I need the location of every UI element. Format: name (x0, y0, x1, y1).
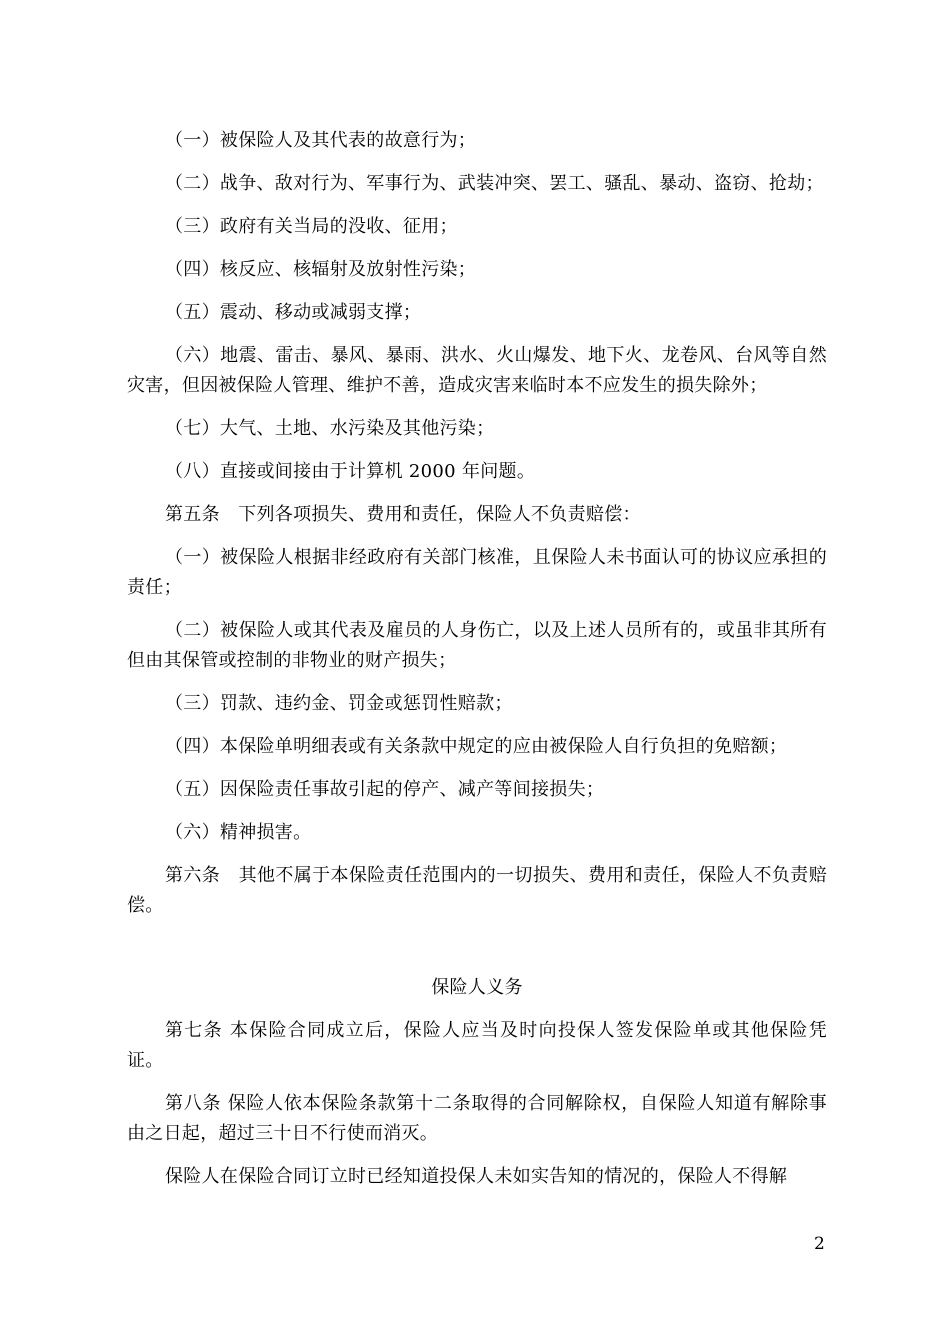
article-8-continuation: 保险人在保险合同订立时已经知道投保人未如实告知的情况的，保险人不得解 (165, 1166, 788, 1187)
exclusion-item-1: （一）被保险人及其代表的故意行为； (165, 130, 477, 151)
exclusion-item-5: （五）震动、移动或减弱支撑； (165, 302, 422, 323)
article-6: 第六条 其他不属于本保险责任范围内的一切损失、费用和责任，保险人不负责赔偿。 (127, 865, 827, 916)
article-5-item-6: （六）精神损害。 (165, 822, 312, 843)
exclusion-item-8: （八）直接或间接由于计算机 2000 年问题。 (165, 461, 536, 482)
exclusion-item-4: （四）核反应、核辐射及放射性污染； (165, 259, 477, 280)
exclusion-item-2: （二）战争、敌对行为、军事行为、武装冲突、罢工、骚乱、暴动、盗窃、抢劫； (165, 173, 824, 194)
article-5-item-4: （四）本保险单明细表或有关条款中规定的应由被保险人自行负担的免赔额； (165, 736, 788, 757)
document-body (127, 126, 827, 1205)
exclusion-item-7: （七）大气、土地、水污染及其他污染； (165, 418, 495, 439)
exclusion-item-6: （六）地震、雷击、暴风、暴雨、洪水、火山爆发、地下火、龙卷风、台风等自然灾害，但因被保险人管理、维护不善，造成灾害来临时本不应发生的损失除外； (127, 345, 827, 396)
article-5-item-5: （五）因保险责任事故引起的停产、减产等间接损失； (165, 779, 605, 800)
article-5-item-1: （一）被保险人根据非经政府有关部门核准，且保险人未书面认可的协议应承担的责任； (127, 547, 827, 598)
article-7: 第七条 本保险合同成立后，保险人应当及时向投保人签发保险单或其他保险凭证。 (127, 1020, 827, 1071)
article-5-item-3: （三）罚款、违约金、罚金或惩罚性赔款； (165, 693, 513, 714)
page-number: 2 (814, 1234, 825, 1254)
article-5-item-2: （二）被保险人或其代表及雇员的人身伤亡，以及上述人员所有的，或虽非其所有但由其保管或控制的非物业的财产损失； (127, 620, 827, 671)
article-8: 第八条 保险人依本保险条款第十二条取得的合同解除权，自保险人知道有解除事由之日起，超过三十日不行使而消灭。 (127, 1093, 827, 1144)
exclusion-item-3: （三）政府有关当局的没收、征用； (165, 216, 458, 237)
article-5: 第五条 下列各项损失、费用和责任，保险人不负责赔偿： (165, 504, 641, 525)
section-heading: 保险人义务 (431, 977, 523, 998)
